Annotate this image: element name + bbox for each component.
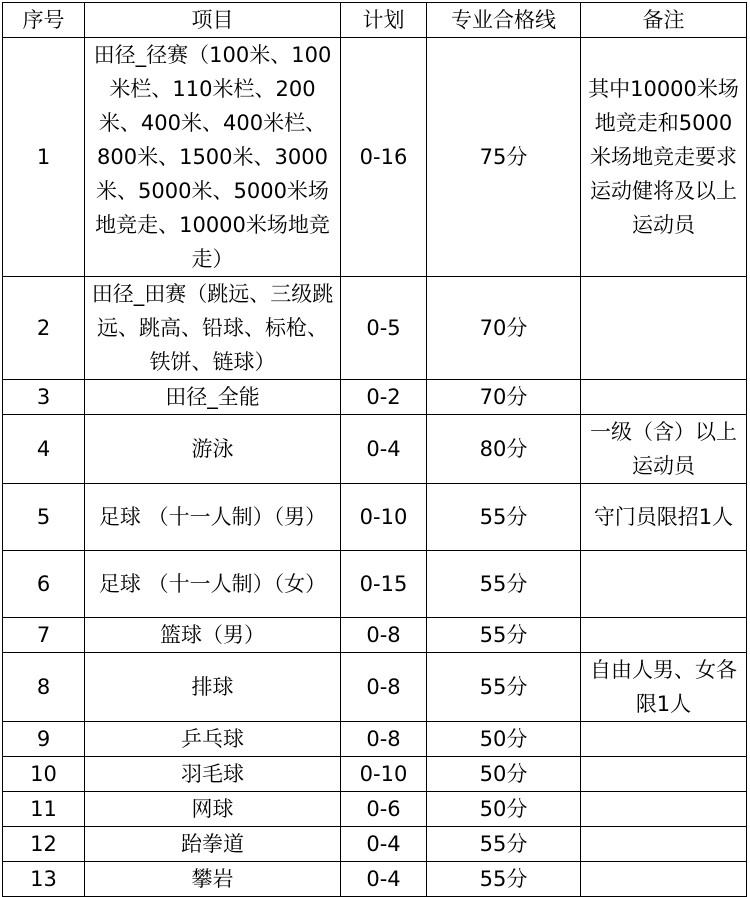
cell-item: 攀岩 [85,862,341,897]
cell-no: 4 [3,415,85,484]
table-row [3,277,747,380]
cell-score: 50分 [427,722,581,757]
header-cell-item: 项目 [85,3,341,38]
cell-item: 排球 [85,653,341,722]
table-row [3,827,747,862]
cell-plan: 0-10 [341,484,427,551]
cell-score: 50分 [427,757,581,792]
header-row [3,3,747,38]
cell-plan: 0-16 [341,38,427,277]
cell-plan: 0-6 [341,792,427,827]
table-row [3,653,747,722]
cell-note: 自由人男、女各限1人 [581,653,747,722]
cell-plan: 0-4 [341,862,427,897]
cell-no: 5 [3,484,85,551]
cell-plan: 0-15 [341,551,427,618]
cell-item: 足球 （十一人制）（女） [85,551,341,618]
cell-plan: 0-8 [341,722,427,757]
cell-item: 网球 [85,792,341,827]
cell-item: 田径_全能 [85,380,341,415]
cell-item: 乒乓球 [85,722,341,757]
cell-score: 55分 [427,653,581,722]
table-row [3,380,747,415]
cell-item: 田径_田赛（跳远、三级跳远、跳高、铅球、标枪、铁饼、链球） [85,277,341,380]
table-body [3,38,747,897]
cell-plan: 0-2 [341,380,427,415]
header-cell-score: 专业合格线 [427,3,581,38]
cell-score: 55分 [427,827,581,862]
table-row [3,38,747,277]
cell-plan: 0-8 [341,653,427,722]
cell-score: 55分 [427,862,581,897]
header-cell-no: 序号 [3,3,85,38]
cell-plan: 0-8 [341,618,427,653]
cell-plan: 0-10 [341,757,427,792]
cell-no: 9 [3,722,85,757]
admissions-table [2,2,747,897]
cell-note [581,862,747,897]
cell-item: 田径_径赛（100米、100米栏、110米栏、200米、400米、400米栏、800米、1500米、3000米、5000米、5000米场地竞走、10000米场地竞走） [85,38,341,277]
cell-note: 其中10000米场地竞走和5000米场地竞走要求运动健将及以上运动员 [581,38,747,277]
table-row [3,551,747,618]
cell-score: 55分 [427,618,581,653]
cell-no: 12 [3,827,85,862]
cell-note [581,551,747,618]
table-row [3,618,747,653]
table-row [3,757,747,792]
cell-note [581,722,747,757]
cell-no: 11 [3,792,85,827]
header-cell-note: 备注 [581,3,747,38]
cell-no: 10 [3,757,85,792]
cell-no: 2 [3,277,85,380]
cell-no: 6 [3,551,85,618]
cell-note [581,757,747,792]
cell-note [581,380,747,415]
cell-note: 一级（含）以上运动员 [581,415,747,484]
cell-plan: 0-4 [341,827,427,862]
cell-no: 8 [3,653,85,722]
cell-item: 游泳 [85,415,341,484]
cell-note [581,792,747,827]
cell-note [581,827,747,862]
cell-score: 70分 [427,380,581,415]
cell-score: 80分 [427,415,581,484]
cell-score: 50分 [427,792,581,827]
cell-score: 75分 [427,38,581,277]
cell-no: 7 [3,618,85,653]
cell-item: 跆拳道 [85,827,341,862]
table-row [3,415,747,484]
cell-plan: 0-4 [341,415,427,484]
cell-score: 70分 [427,277,581,380]
header-cell-plan: 计划 [341,3,427,38]
cell-note: 守门员限招1人 [581,484,747,551]
cell-score: 55分 [427,551,581,618]
table-row [3,862,747,897]
table-row [3,484,747,551]
cell-score: 55分 [427,484,581,551]
table-row [3,722,747,757]
cell-no: 3 [3,380,85,415]
cell-plan: 0-5 [341,277,427,380]
cell-item: 足球 （十一人制）（男） [85,484,341,551]
cell-no: 1 [3,38,85,277]
cell-note [581,277,747,380]
cell-note [581,618,747,653]
cell-item: 篮球（男） [85,618,341,653]
table-row [3,792,747,827]
cell-item: 羽毛球 [85,757,341,792]
cell-no: 13 [3,862,85,897]
